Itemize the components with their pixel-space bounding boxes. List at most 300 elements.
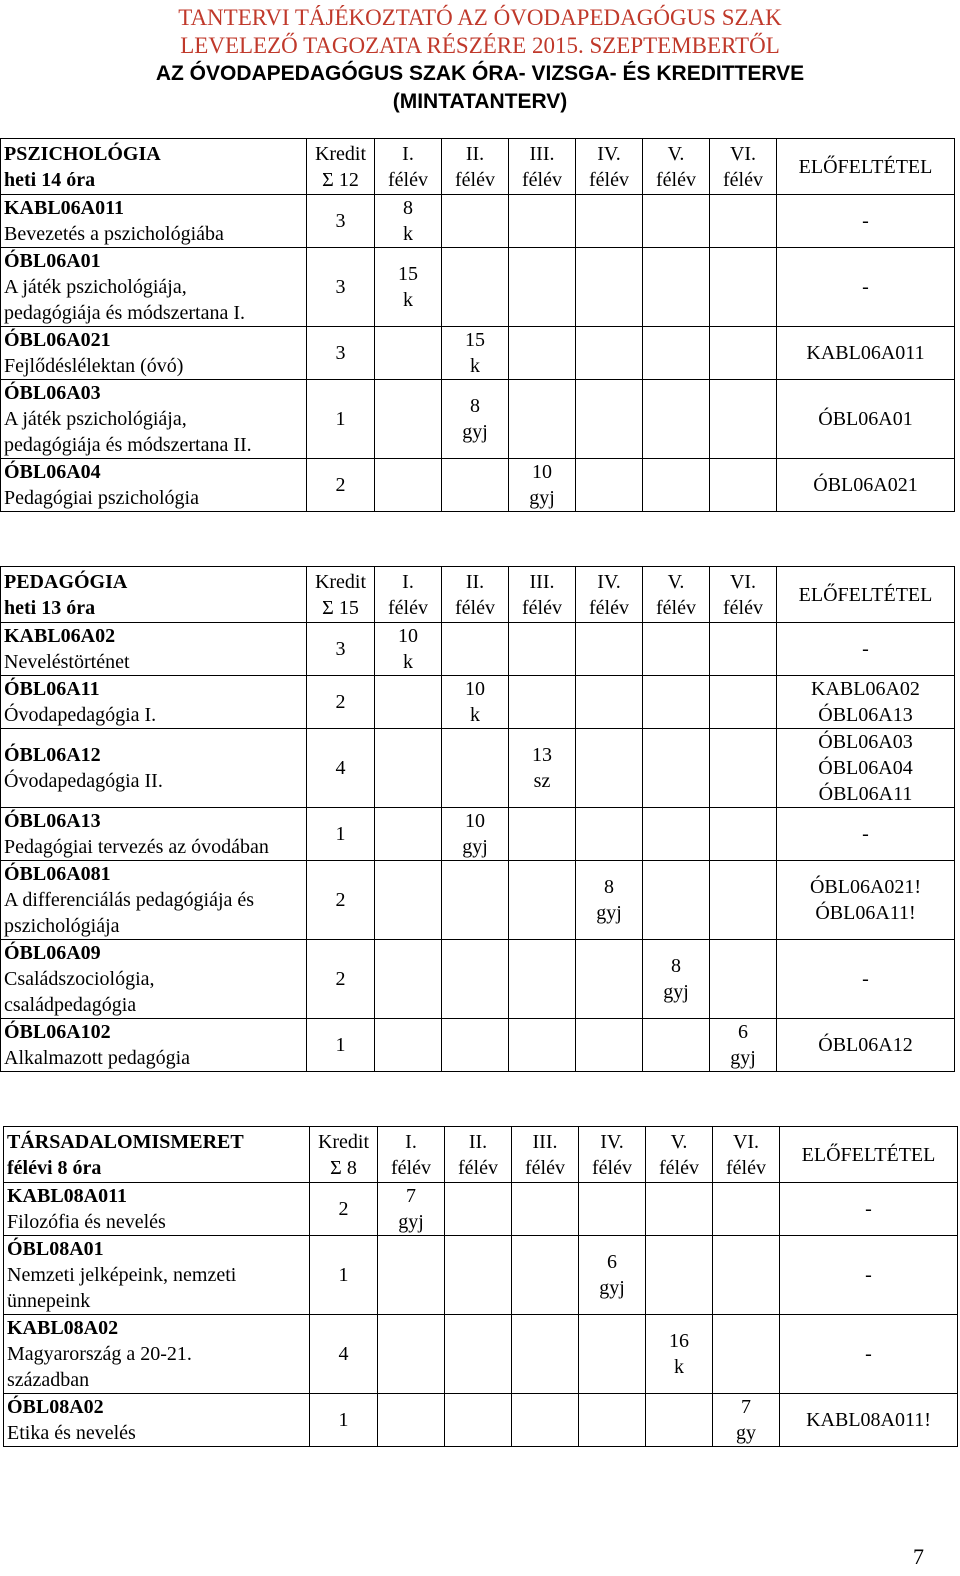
header-line-4: (MINTATANTERV) (392, 90, 568, 113)
credit-cell (307, 623, 375, 676)
credit-cell (307, 459, 375, 512)
section-title (4, 1127, 310, 1183)
semester-cell-2 (445, 1183, 512, 1236)
table-row (1, 623, 955, 676)
semester-cell-2 (442, 327, 509, 380)
credit-cell (307, 380, 375, 459)
prerequisite-value: ÓBL06A03 ÓBL06A04 ÓBL06A11 (818, 731, 913, 805)
prerequisite-cell (777, 327, 955, 380)
semester-header-2 (445, 1127, 512, 1183)
semester-header-2 (442, 567, 509, 623)
semester-cell-2 (442, 676, 509, 729)
section-title (1, 139, 307, 195)
semester-cell-2 (442, 623, 509, 676)
semester-header-6 (710, 139, 777, 195)
table-row (1, 729, 955, 808)
course-code: ÓBL08A01 (7, 1238, 104, 1260)
semester-cell-5 (643, 676, 710, 729)
course-cell (1, 729, 307, 808)
prerequisite-cell (780, 1183, 958, 1236)
semester-header-label: III. félév (525, 1130, 565, 1179)
semester-header-label: I. félév (388, 570, 428, 619)
prerequisite-value: KABL06A02 ÓBL06A13 (811, 678, 920, 726)
semester-cell-3 (509, 327, 576, 380)
credit-cell (307, 327, 375, 380)
semester-header-label: II. félév (455, 142, 495, 191)
semester-cell-2 (445, 1315, 512, 1394)
prerequisite-value: - (862, 276, 869, 298)
table-row (1, 808, 955, 861)
page-number: 7 (913, 1544, 924, 1569)
table-row (1, 195, 955, 248)
semester-cell-1 (375, 459, 442, 512)
semester-cell-1 (375, 861, 442, 940)
credit-cell (307, 1019, 375, 1072)
course-name: Fejlődéslélektan (óvó) (4, 355, 184, 377)
prerequisite-cell (777, 676, 955, 729)
table-header-row (1, 139, 955, 195)
prerequisite-value: - (865, 1198, 872, 1220)
table-row (4, 1394, 958, 1447)
semester-hours: 7 gy (736, 1396, 756, 1444)
prerequisite-cell (777, 459, 955, 512)
course-cell (1, 459, 307, 512)
prerequisite-cell (777, 861, 955, 940)
table-row (1, 676, 955, 729)
course-name: Etika és nevelés (7, 1422, 136, 1444)
table-header-row (1, 567, 955, 623)
semester-hours: 13 sz (532, 744, 552, 792)
table-row (4, 1183, 958, 1236)
credit-sum: Σ 15 (322, 596, 359, 619)
semester-header-2 (442, 139, 509, 195)
credit-cell (310, 1236, 378, 1315)
prerequisite-value: ÓBL06A01 (818, 408, 913, 430)
semester-cell-4 (576, 380, 643, 459)
semester-cell-6 (710, 729, 777, 808)
semester-cell-6 (713, 1315, 780, 1394)
semester-cell-4 (579, 1236, 646, 1315)
semester-header-label: I. félév (391, 1130, 431, 1179)
course-name: Pedagógiai tervezés az óvodában (4, 836, 269, 858)
course-name: Bevezetés a pszichológiába (4, 223, 224, 245)
semester-cell-2 (442, 195, 509, 248)
semester-cell-3 (509, 459, 576, 512)
credit-cell (307, 861, 375, 940)
semester-cell-4 (576, 327, 643, 380)
semester-cell-6 (710, 459, 777, 512)
course-name: A játék pszichológiája, pedagógiája és módszertana II. (4, 408, 252, 456)
semester-cell-3 (509, 1019, 576, 1072)
prerequisite-cell (777, 808, 955, 861)
credit-value: 2 (335, 474, 346, 496)
course-code: ÓBL06A102 (4, 1021, 111, 1043)
credit-value: 1 (335, 408, 346, 430)
course-cell (1, 808, 307, 861)
prerequisite-cell (777, 729, 955, 808)
credit-value: 1 (338, 1409, 349, 1431)
prerequisite-cell (777, 940, 955, 1019)
semester-cell-1 (375, 676, 442, 729)
header-line-2: LEVELEZŐ TAGOZATA RÉSZÉRE 2015. SZEPTEMBERTŐL (180, 33, 780, 58)
semester-header-3 (509, 139, 576, 195)
semester-hours: 15 k (398, 263, 418, 311)
credit-sum: Σ 8 (330, 1156, 357, 1179)
semester-cell-5 (646, 1394, 713, 1447)
prerequisite-cell (780, 1236, 958, 1315)
semester-cell-2 (442, 940, 509, 1019)
semester-cell-3 (509, 729, 576, 808)
course-cell (1, 195, 307, 248)
semester-cell-6 (710, 808, 777, 861)
semester-cell-6 (710, 195, 777, 248)
table-row (1, 861, 955, 940)
course-code: ÓBL06A11 (4, 678, 100, 700)
semester-header-5 (646, 1127, 713, 1183)
semester-cell-1 (375, 623, 442, 676)
semester-cell-6 (710, 940, 777, 1019)
semester-header-label: I. félév (388, 142, 428, 191)
prerequisite-header-label: ELŐFELTÉTEL (798, 583, 933, 606)
course-name: Óvodapedagógia I. (4, 704, 157, 726)
semester-cell-1 (375, 248, 442, 327)
credit-cell (307, 940, 375, 1019)
section-title (1, 567, 307, 623)
credit-value: 1 (338, 1264, 349, 1286)
semester-cell-5 (643, 623, 710, 676)
semester-cell-1 (375, 940, 442, 1019)
prerequisite-header (777, 567, 955, 623)
semester-cell-4 (579, 1315, 646, 1394)
semester-cell-5 (643, 808, 710, 861)
section-title-text: TÁRSADALOMISMERET félévi 8 óra (7, 1130, 244, 1179)
semester-cell-3 (509, 861, 576, 940)
course-code: ÓBL06A13 (4, 810, 101, 832)
semester-cell-1 (375, 380, 442, 459)
semester-cell-6 (710, 676, 777, 729)
credit-cell (310, 1183, 378, 1236)
course-name: Óvodapedagógia II. (4, 770, 163, 792)
semester-hours: 10 k (465, 678, 485, 726)
course-code: ÓBL06A04 (4, 461, 101, 483)
semester-cell-4 (576, 248, 643, 327)
semester-cell-4 (576, 940, 643, 1019)
prerequisite-value: - (862, 968, 869, 990)
semester-cell-2 (442, 729, 509, 808)
course-code: ÓBL06A03 (4, 382, 101, 404)
prerequisite-header (780, 1127, 958, 1183)
course-name: A játék pszichológiája, pedagógiája és módszertana I. (4, 276, 246, 324)
semester-cell-5 (646, 1183, 713, 1236)
course-code: ÓBL06A021 (4, 329, 111, 351)
semester-cell-5 (646, 1315, 713, 1394)
semester-cell-4 (576, 729, 643, 808)
course-cell (1, 861, 307, 940)
semester-cell-1 (375, 808, 442, 861)
course-cell (1, 940, 307, 1019)
semester-cell-2 (442, 248, 509, 327)
semester-cell-4 (576, 808, 643, 861)
credit-value: 3 (335, 342, 346, 364)
course-cell (4, 1236, 310, 1315)
credit-value: 3 (335, 276, 346, 298)
semester-hours: 8 gyj (663, 955, 689, 1003)
semester-cell-6 (710, 380, 777, 459)
semester-cell-5 (643, 380, 710, 459)
semester-cell-6 (710, 327, 777, 380)
semester-cell-5 (646, 1236, 713, 1315)
section-title-text: PSZICHOLÓGIA heti 14 óra (4, 142, 161, 191)
semester-header-label: V. félév (656, 570, 696, 619)
course-name: Magyarország a 20-21. században (7, 1343, 192, 1391)
semester-cell-3 (509, 676, 576, 729)
semester-header-1 (375, 567, 442, 623)
semester-cell-4 (579, 1183, 646, 1236)
semester-hours: 10 k (398, 625, 418, 673)
prerequisite-cell (777, 380, 955, 459)
table-row (1, 380, 955, 459)
semester-header-label: III. félév (522, 570, 562, 619)
course-cell (1, 248, 307, 327)
table-row (4, 1236, 958, 1315)
course-code: ÓBL06A09 (4, 942, 101, 964)
curriculum-table (3, 1126, 958, 1447)
semester-cell-6 (710, 861, 777, 940)
section-title-text: PEDAGÓGIA heti 13 óra (4, 570, 128, 619)
course-cell (4, 1183, 310, 1236)
semester-cell-2 (445, 1236, 512, 1315)
semester-cell-4 (576, 861, 643, 940)
semester-header-5 (643, 139, 710, 195)
credit-value: 2 (335, 968, 346, 990)
course-cell (4, 1315, 310, 1394)
prerequisite-value: - (865, 1343, 872, 1365)
semester-cell-5 (643, 459, 710, 512)
credit-value: 1 (335, 1034, 346, 1056)
credit-cell (310, 1315, 378, 1394)
document-header-black (0, 60, 960, 116)
table-row (1, 940, 955, 1019)
semester-cell-4 (576, 459, 643, 512)
semester-cell-4 (576, 195, 643, 248)
semester-cell-1 (375, 195, 442, 248)
semester-header-label: V. félév (659, 1130, 699, 1179)
semester-hours: 6 gyj (599, 1251, 625, 1299)
semester-header-4 (576, 567, 643, 623)
semester-cell-6 (713, 1183, 780, 1236)
semester-cell-6 (713, 1236, 780, 1315)
credit-cell (307, 729, 375, 808)
semester-cell-1 (378, 1183, 445, 1236)
semester-header-3 (509, 567, 576, 623)
semester-cell-6 (710, 248, 777, 327)
prerequisite-value: ÓBL06A021 (813, 474, 918, 496)
semester-cell-5 (643, 861, 710, 940)
semester-cell-6 (710, 1019, 777, 1072)
semester-hours: 16 k (669, 1330, 689, 1378)
credit-header (307, 139, 375, 195)
credit-header-label: Kredit (317, 1130, 370, 1153)
semester-header-label: V. félév (656, 142, 696, 191)
credit-cell (307, 195, 375, 248)
curriculum-table (0, 566, 955, 1072)
course-code: KABL08A011 (7, 1185, 128, 1207)
prerequisite-cell (777, 1019, 955, 1072)
prerequisite-cell (780, 1315, 958, 1394)
semester-header-label: VI. félév (723, 570, 763, 619)
semester-cell-2 (445, 1394, 512, 1447)
semester-header-5 (643, 567, 710, 623)
prerequisite-header-label: ELŐFELTÉTEL (798, 155, 933, 178)
semester-header-label: II. félév (455, 570, 495, 619)
semester-header-1 (375, 139, 442, 195)
semester-header-label: IV. félév (589, 570, 629, 619)
semester-cell-3 (509, 940, 576, 1019)
course-code: ÓBL06A12 (4, 744, 101, 766)
course-code: KABL06A011 (4, 197, 125, 219)
prerequisite-value: - (865, 1264, 872, 1286)
credit-cell (310, 1394, 378, 1447)
table-row (1, 459, 955, 512)
course-cell (1, 623, 307, 676)
course-name: Családszociológia, családpedagógia (4, 968, 155, 1016)
semester-hours: 8 k (403, 197, 413, 245)
course-name: Pedagógiai pszichológia (4, 487, 199, 509)
semester-cell-3 (512, 1236, 579, 1315)
semester-hours: 8 gyj (596, 876, 622, 924)
course-cell (1, 327, 307, 380)
semester-cell-3 (512, 1315, 579, 1394)
semester-cell-1 (378, 1394, 445, 1447)
semester-cell-1 (375, 729, 442, 808)
credit-value: 1 (335, 823, 346, 845)
course-name: Filozófia és nevelés (7, 1211, 166, 1233)
table-row (1, 1019, 955, 1072)
prerequisite-header-label: ELŐFELTÉTEL (801, 1143, 936, 1166)
course-cell (4, 1394, 310, 1447)
course-code: KABL08A02 (7, 1317, 119, 1339)
semester-cell-3 (509, 195, 576, 248)
semester-cell-3 (512, 1394, 579, 1447)
semester-header-4 (576, 139, 643, 195)
header-line-3: AZ ÓVODAPEDAGÓGUS SZAK ÓRA- VIZSGA- ÉS KREDITTERVE (155, 62, 805, 85)
credit-value: 2 (335, 889, 346, 911)
semester-cell-5 (643, 327, 710, 380)
semester-cell-2 (442, 380, 509, 459)
prerequisite-cell (777, 195, 955, 248)
prerequisite-value: - (862, 210, 869, 232)
prerequisite-header (777, 139, 955, 195)
semester-cell-5 (643, 248, 710, 327)
semester-cell-2 (442, 459, 509, 512)
credit-value: 3 (335, 210, 346, 232)
credit-value: 3 (335, 638, 346, 660)
semester-header-6 (710, 567, 777, 623)
semester-cell-2 (442, 1019, 509, 1072)
semester-hours: 8 gyj (462, 395, 488, 443)
semester-cell-3 (509, 623, 576, 676)
semester-header-1 (378, 1127, 445, 1183)
credit-cell (307, 248, 375, 327)
table-row (1, 248, 955, 327)
semester-cell-1 (378, 1315, 445, 1394)
course-cell (1, 676, 307, 729)
course-cell (1, 1019, 307, 1072)
semester-header-label: IV. félév (589, 142, 629, 191)
semester-hours: 7 gyj (398, 1185, 424, 1233)
semester-cell-5 (643, 195, 710, 248)
semester-header-label: II. félév (458, 1130, 498, 1179)
prerequisite-cell (777, 623, 955, 676)
prerequisite-value: - (862, 823, 869, 845)
semester-hours: 15 k (465, 329, 485, 377)
semester-hours: 10 gyj (462, 810, 488, 858)
prerequisite-cell (780, 1394, 958, 1447)
semester-cell-3 (512, 1183, 579, 1236)
course-code: ÓBL06A01 (4, 250, 101, 272)
course-code: ÓBL08A02 (7, 1396, 104, 1418)
course-name: Alkalmazott pedagógia (4, 1047, 191, 1069)
semester-cell-6 (710, 623, 777, 676)
table-row (1, 327, 955, 380)
credit-value: 4 (335, 757, 346, 779)
semester-header-label: VI. félév (723, 142, 763, 191)
credit-value: 2 (338, 1198, 349, 1220)
semester-cell-2 (442, 861, 509, 940)
semester-cell-2 (442, 808, 509, 861)
semester-cell-4 (579, 1394, 646, 1447)
credit-value: 4 (338, 1343, 349, 1365)
semester-cell-3 (509, 380, 576, 459)
semester-cell-3 (509, 808, 576, 861)
course-code: ÓBL06A081 (4, 863, 111, 885)
course-name: A differenciálás pedagógiája és pszichológiája (4, 889, 255, 937)
prerequisite-cell (777, 248, 955, 327)
credit-cell (307, 676, 375, 729)
semester-cell-6 (713, 1394, 780, 1447)
semester-header-label: VI. félév (726, 1130, 766, 1179)
semester-hours: 6 gyj (730, 1021, 756, 1069)
semester-header-label: III. félév (522, 142, 562, 191)
semester-cell-4 (576, 676, 643, 729)
semester-header-3 (512, 1127, 579, 1183)
semester-cell-1 (378, 1236, 445, 1315)
prerequisite-value: KABL08A011! (806, 1409, 931, 1431)
course-name: Neveléstörténet (4, 651, 130, 673)
table-row (4, 1315, 958, 1394)
credit-sum: Σ 12 (322, 168, 359, 191)
credit-header-label: Kredit (314, 142, 367, 165)
semester-cell-5 (643, 729, 710, 808)
credit-value: 2 (335, 691, 346, 713)
semester-cell-5 (643, 940, 710, 1019)
credit-header (310, 1127, 378, 1183)
credit-header (307, 567, 375, 623)
credit-cell (307, 808, 375, 861)
course-cell (1, 380, 307, 459)
prerequisite-value: ÓBL06A12 (818, 1034, 913, 1056)
semester-cell-4 (576, 623, 643, 676)
prerequisite-value: - (862, 638, 869, 660)
semester-cell-4 (576, 1019, 643, 1072)
prerequisite-value: ÓBL06A021! ÓBL06A11! (809, 876, 922, 924)
semester-header-6 (713, 1127, 780, 1183)
table-header-row (4, 1127, 958, 1183)
semester-cell-1 (375, 1019, 442, 1072)
curriculum-table (0, 138, 955, 512)
semester-cell-5 (643, 1019, 710, 1072)
document-header-red (0, 4, 960, 60)
